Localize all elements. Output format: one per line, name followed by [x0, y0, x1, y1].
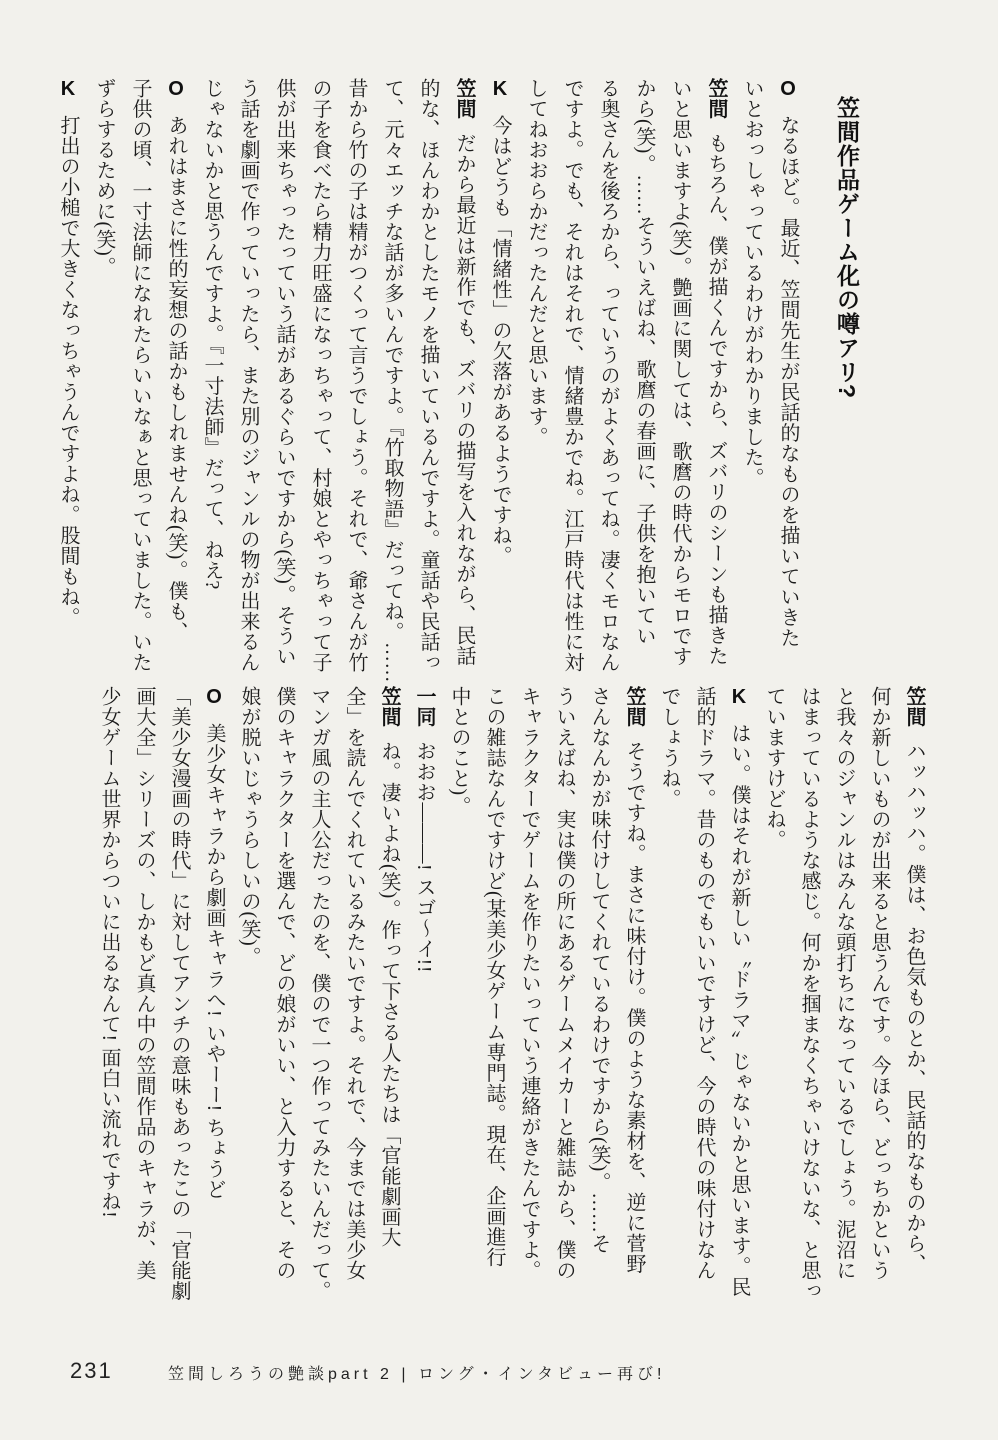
column-text: おおお———! スゴ〜イ!!: [413, 741, 435, 973]
column-text: この雑誌なんですけど(某美少女ゲーム専門誌。現在、企画進行: [483, 686, 505, 1268]
speaker-label: 一同: [413, 686, 435, 727]
column-text: でしょうね。: [658, 686, 680, 809]
text-column: [658, 686, 679, 1334]
column-text: いとおっしゃっているわけがわかりました。: [741, 78, 763, 488]
column-text: 的な、ほんわかとしたモノを描いているんですよ。童話や民話っ: [417, 78, 439, 673]
text-column: [553, 686, 574, 1334]
text-column: [237, 78, 258, 726]
text-column: [518, 686, 539, 1334]
text-column: [133, 686, 154, 1334]
column-text: いと思いますよ(笑)。艶画に関しては、歌麿の時代からモロです: [669, 78, 691, 667]
column-text: 画大全」シリーズの、しかもど真ん中の笠間作品のキャラが、美: [133, 686, 155, 1281]
text-column: [798, 686, 819, 1334]
column-text: と我々のジャンルはみんな頭打ちになっているでしょう。泥沼に: [833, 686, 855, 1281]
column-text: ていますけどね。: [763, 686, 785, 850]
column-text: だから最近は新作でも、ズバリの描写を入れながら、民話: [453, 133, 475, 666]
column-text: う話を劇画で作っていったら、また別のジャンルの物が出来るん: [237, 78, 259, 673]
text-column: [669, 78, 690, 726]
column-text: 何か新しいものが出来ると思うんです。今ほら、どっちかという: [868, 686, 890, 1281]
column-text: て、元々エッチな話が多いんですよ。『竹取物語』だってね。……: [381, 78, 403, 683]
speaker-label: 笠間: [623, 686, 645, 727]
text-column: [763, 686, 784, 1334]
speaker-label: 笠間: [705, 78, 727, 119]
text-column: [273, 686, 294, 1334]
column-text: はまっているような感じ。何かを掴まなくちゃいけないな、と思っ: [798, 686, 820, 1301]
text-column: [525, 78, 546, 726]
text-column: [201, 78, 222, 726]
text-column: [238, 686, 259, 1334]
text-column: [93, 78, 114, 726]
text-column: [705, 78, 726, 726]
column-text: ね。凄いよね(笑)。作って下さる人たちは「官能劇画大: [378, 741, 400, 1248]
text-column: [413, 686, 434, 1334]
text-column: [777, 78, 798, 726]
column-text: あれはまさに性的妄想の話かもしれませんね(笑)。僕も、: [165, 114, 187, 642]
column-text: ういえばね、実は僕の所にあるゲームメイカーと雑誌から、僕の: [553, 686, 575, 1281]
speaker-label: K: [57, 78, 79, 101]
speaker-label: O: [777, 78, 799, 101]
section-heading: 笠間作品ゲーム化の噂アリ?: [834, 96, 860, 400]
column-text: 打出の小槌で大きくなっちゃうんですよね。股間もね。: [57, 114, 79, 627]
text-column: [597, 78, 618, 726]
column-text: ずらするために(笑)。: [93, 78, 115, 277]
text-column: [741, 78, 762, 726]
column-text: さんなんかが味付けしてくれているわけですから(笑)。……そ: [588, 686, 610, 1254]
column-text: 話的ドラマ。昔のものでもいいですけど、今の時代の味付けなん: [693, 686, 715, 1281]
column-text: なるほど。最近、笠間先生が民話的なものを描いていきた: [777, 114, 799, 648]
column-text: 娘が脱いじゃうらしいの(笑)。: [238, 686, 260, 967]
column-text: はい。僕はそれが新しい〝ドラマ〟じゃないかと思います。民: [728, 722, 750, 1297]
text-column: [453, 78, 474, 726]
column-text: 昔から竹の子は精がつくって言うでしょう。それで、爺さんが竹: [345, 78, 367, 673]
interview-top-section: [42, 78, 798, 726]
text-column: [203, 686, 224, 1334]
column-text: ですよ。でも、それはそれで、情緒豊かでね。江戸時代は性に対: [561, 78, 583, 673]
text-column: [833, 686, 854, 1334]
text-column: [903, 686, 924, 1334]
speaker-label: O: [203, 686, 225, 709]
column-text: 子供の頃、一寸法師になれたらいいなぁと思っていました。いた: [129, 78, 151, 673]
text-column: [57, 78, 78, 726]
text-column: [633, 78, 654, 726]
text-column: [273, 78, 294, 726]
text-column: [129, 78, 150, 726]
column-text: してねおおらかだったんだと思います。: [525, 78, 547, 447]
text-column: [623, 686, 644, 1334]
text-column: [483, 686, 504, 1334]
text-column: [868, 686, 889, 1334]
speaker-label: K: [728, 686, 750, 709]
text-column: [448, 686, 469, 1334]
text-column: [693, 686, 714, 1334]
text-column: [98, 686, 119, 1334]
column-text: る奥さんを後ろから、っていうのがよくあってね。凄くモロなん: [597, 78, 619, 673]
text-column: [168, 686, 189, 1334]
column-text: もちろん、僕が描くんですから、ズバリのシーンも描きた: [705, 133, 727, 666]
column-text: 僕のキャラクターを選んで、どの娘がいい、と入力すると、その: [273, 686, 295, 1281]
speaker-label: O: [165, 78, 187, 101]
text-column: [308, 686, 329, 1334]
column-text: 供が出来ちゃったっていう話があるぐらいですから(笑)。そうい: [273, 78, 295, 667]
text-column: [588, 686, 609, 1334]
text-column: [343, 686, 364, 1334]
column-text: 「美少女漫画の時代」に対してアンチの意味もあったこの「官能劇: [168, 686, 190, 1301]
text-column: [309, 78, 330, 726]
text-column: [728, 686, 749, 1334]
column-text: 中とのこと)。: [448, 686, 470, 817]
footer-caption: 笠間しろうの艶談part 2 | ロング・インタビュー再び!: [168, 1366, 666, 1383]
speaker-label: K: [489, 78, 511, 101]
text-column: [378, 686, 399, 1334]
column-text: ハッハッハ。僕は、お色気ものとか、民話的なものから、: [903, 741, 925, 1274]
column-text: キャラクターでゲームを作りたいっていう連絡がきたんですよ。: [518, 686, 540, 1281]
column-text: の子を食べたら精力旺盛になっちゃって、村娘とやっちゃって子: [309, 78, 331, 673]
column-text: マンガ風の主人公だったのを、僕ので一つ作ってみたいんだって。: [308, 686, 330, 1301]
text-column: [561, 78, 582, 726]
text-column: [417, 78, 438, 726]
interview-bottom-section: [84, 686, 924, 1334]
text-column: [489, 78, 510, 726]
speaker-label: 笠間: [378, 686, 400, 727]
column-text: から(笑)。……そういえばね、歌麿の春画に、子供を抱いてい: [633, 78, 655, 646]
text-column: [345, 78, 366, 726]
page-number: 231: [70, 1358, 113, 1383]
column-text: 美少女キャラから劇画キャラへ! いやーー! ちょうど: [203, 722, 225, 1199]
text-column: [165, 78, 186, 726]
text-column: [381, 78, 402, 726]
column-text: 少女ゲーム世界からついに出るなんて! 面白い流れですね!: [98, 686, 120, 1219]
column-text: そうですね。まさに味付け。僕のような素材を、逆に菅野: [623, 741, 645, 1274]
column-text: じゃないかと思うんですよ。『一寸法師』だって、ねえ?: [201, 78, 223, 590]
column-text: 今はどうも「情緒性」の欠落があるようですね。: [489, 114, 511, 566]
column-text: 全」を読んでくれているみたいですよ。それで、今までは美少女: [343, 686, 365, 1281]
speaker-label: 笠間: [453, 78, 475, 119]
speaker-label: 笠間: [903, 686, 925, 727]
